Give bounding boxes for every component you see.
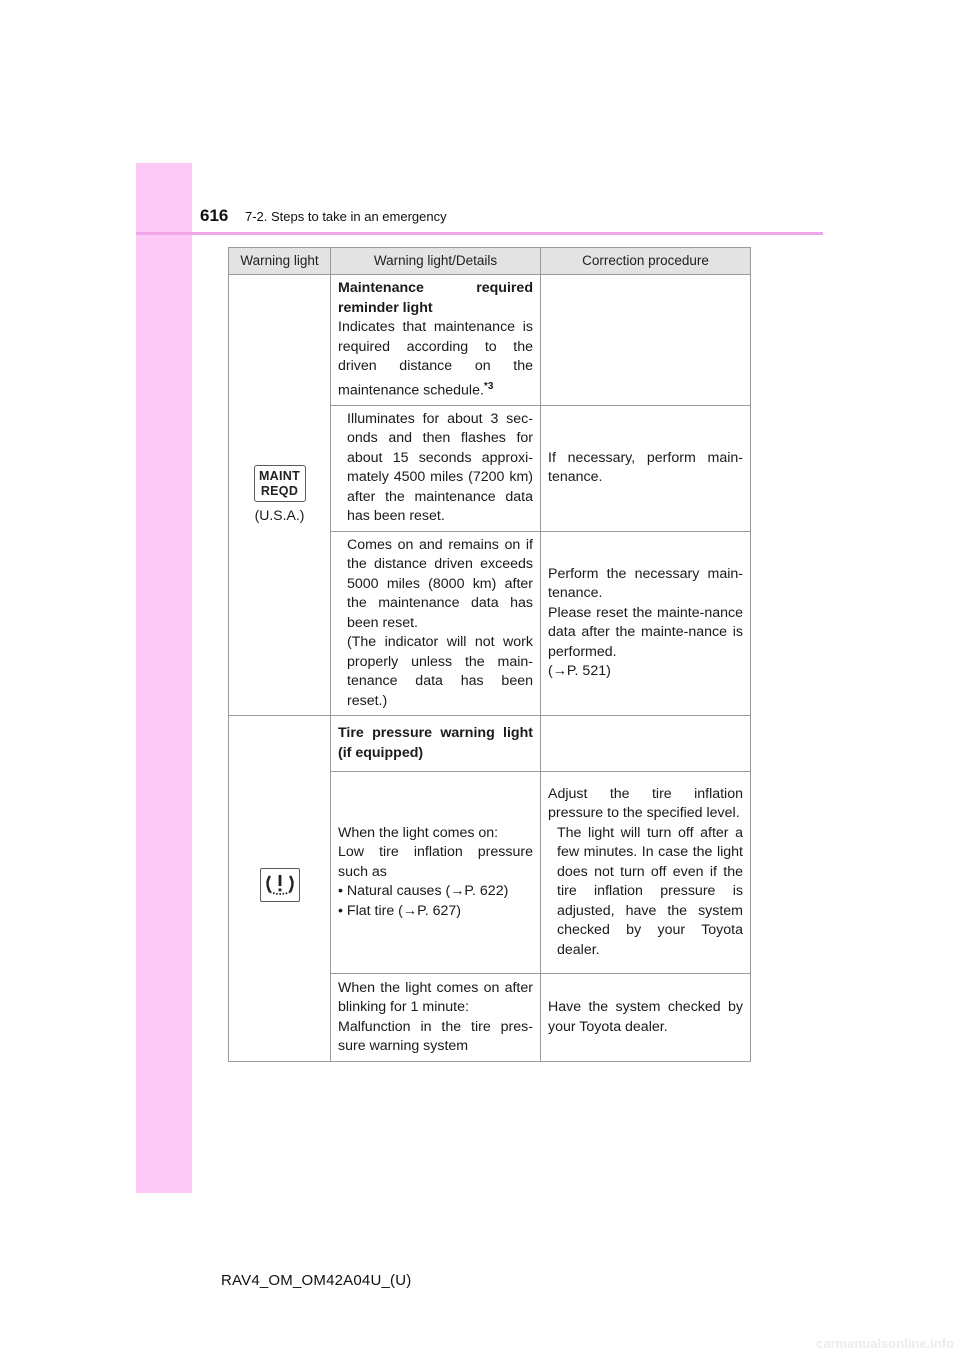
maint-title: Maintenance required reminder light [338, 280, 533, 316]
column-header-details: Warning light/Details [331, 248, 541, 275]
tire-row3-details-b: Malfunction in the tire pres-sure warning system [338, 1018, 533, 1055]
tire-row2-details-cell [331, 772, 541, 974]
column-header-correction: Correction procedure [541, 248, 751, 275]
tire-icon-cell [229, 716, 331, 1062]
maint-row3-correction-a: Perform the necessary main-tenance. [548, 565, 743, 602]
tire-row3-correction: Have the system checked by your Toyota dealer. [541, 974, 751, 1062]
watermark-logo: carmanualsonline.info [816, 1336, 954, 1351]
maint-row2-details: Illuminates for about 3 sec-onds and then flashes for about 15 seconds approxi-mately 4500 miles (7200 km) after the maintenance data has been reset. [331, 405, 541, 531]
maint-icon-cell [229, 275, 331, 716]
table-header-row [229, 248, 751, 275]
empty-cell [541, 275, 751, 406]
footnote-mark: *3 [483, 380, 494, 392]
warning-light-table [228, 247, 751, 1062]
tire-row2-correction-cell [541, 772, 751, 974]
column-header-warning-light: Warning light [229, 248, 331, 275]
maint-intro: Indicates that maintenance is required according to the driven distance on the maintenance schedule. [338, 319, 533, 399]
section-title: 7-2. Steps to take in an emergency [245, 209, 447, 224]
table-row [229, 716, 751, 772]
tire-row2-details-a: When the light comes on: [338, 824, 499, 841]
maint-row3-details-cell [331, 531, 541, 716]
list-item: • Natural causes (→P. 622) [338, 883, 509, 900]
maint-title-cell [331, 275, 541, 406]
tire-row2-correction-a: Adjust the tire inflation pressure to the specified level. [548, 785, 743, 822]
maint-row3-correction-cell [541, 531, 751, 716]
table-row [229, 275, 751, 406]
maint-reqd-icon [254, 465, 306, 502]
maint-row3-details-a: Comes on and remains on if the distance driven exceeds 5000 miles (8000 km) after the maintenance data has been reset. [347, 536, 533, 631]
tire-row2-correction-b: The light will turn off after a few minutes. In case the light does not turn off even if the tire inflation pressure is adjusted, have the system checked by your Toyota dealer. [557, 824, 743, 958]
maint-badge-line2: REQD [260, 483, 299, 498]
tire-title: Tire pressure warning light (if equipped) [338, 725, 533, 761]
header-rule [136, 232, 823, 235]
page-number: 616 [200, 206, 229, 225]
maint-row2-correction: If necessary, perform main-tenance. [541, 405, 751, 531]
list-item: • Flat tire (→P. 627) [338, 902, 461, 919]
chapter-side-tab [136, 163, 192, 1193]
tire-row3-details-cell [331, 974, 541, 1062]
page-reference: (→P. 521) [548, 663, 611, 680]
maint-badge-line1: MAINT [258, 468, 301, 483]
document-code: RAV4_OM_OM42A04U_(U) [221, 1272, 412, 1289]
tire-row2-details-b: Low tire inflation pressure such as [338, 844, 533, 880]
region-label: (U.S.A.) [254, 506, 305, 523]
tire-pressure-warning-icon [260, 868, 300, 902]
maint-row3-details-b: (The indicator will not work properly unless the main-tenance data has been reset.) [347, 634, 533, 709]
tire-title-cell [331, 716, 541, 772]
empty-cell [541, 716, 751, 772]
tire-row3-details-a: When the light comes on after blinking for 1 minute: [338, 979, 533, 1016]
maint-row3-correction-b: Please reset the mainte-nance data after the mainte-nance is performed. [548, 604, 743, 660]
